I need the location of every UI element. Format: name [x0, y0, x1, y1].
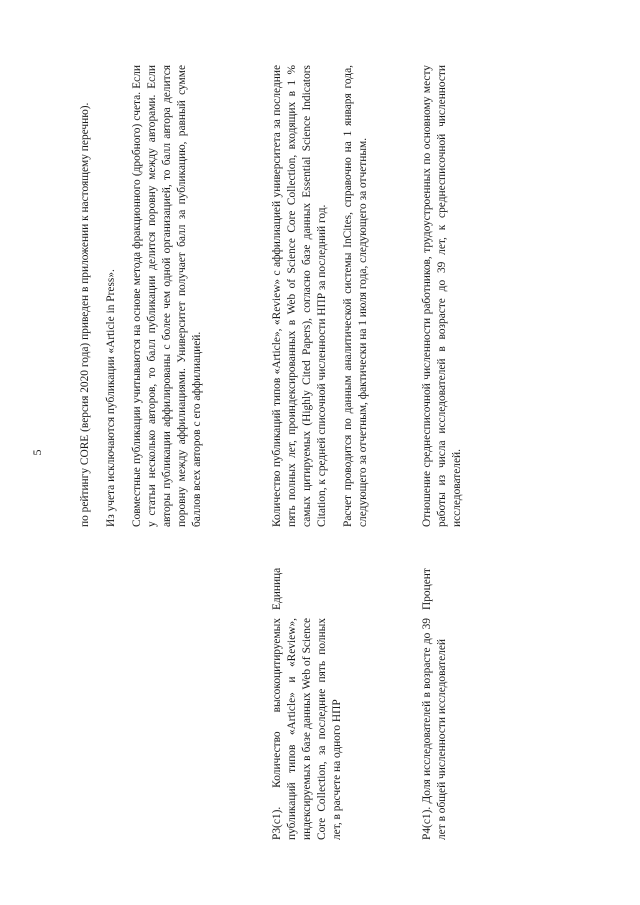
unit-cell	[420, 544, 446, 610]
indicator-cell	[420, 618, 461, 840]
method-paragraph: Расчет проводится по данным аналитической системы InCites, справочно на 1 января года, следующего за отчетным, фактически на 1 июля года, следующего за отчетным.	[342, 65, 370, 527]
indicator-text: Р4(с1). Доля исследователей в возрасте до 39 лет в общей численности исследователей	[421, 618, 449, 840]
method-paragraph: по рейтингу CORE (версия 2020 года) приведен в приложении к настоящему перечню).	[79, 102, 91, 527]
indicator-cell	[270, 618, 356, 840]
method-cell	[420, 65, 476, 527]
method-paragraph: Отношение среднесписочной численности работников, трудоустроенных по основному месту работы из числа исследователей в возрасте до 39 лет, к среднесписочной численности исследователей.	[421, 65, 464, 527]
method-paragraph: Количество публикаций типов «Article», «Review» с аффилиацией университета за последние пять полных лет, проиндексированных в Web of Science Core Collection, входящих в 1 % самых цитируемых (Highly Cited Papers), согласно базе данных Essential Science Indicators Citation, к средней списочной численности НПР за последний год.	[271, 65, 329, 527]
unit-text: Процент	[421, 568, 433, 610]
method-paragraph: Совместные публикации учитываются на основе метода фракционного (дробного) счета. Если у статьи несколько авторов, то балл публикации делится поровну между авторами. Если авторы публикации аффилированы с более чем одной организацией, то балл автора делится поровну между аффилиациями. Университет получает балл за публикацию, равный сумме баллов всех авторов с его аффилиацией.	[131, 65, 204, 527]
indicator-text: Р3(с1). Количество высокоцитируемых публикаций типов «Article» и «Review», индексируемых в базе данных Web of Science Core Collection, за последние пять полных лет, в расчете на одного НПР	[271, 618, 344, 840]
method-cell-continued	[78, 65, 216, 527]
unit-cell	[270, 544, 296, 610]
page-number: 5	[30, 449, 44, 456]
method-cell	[270, 65, 382, 527]
unit-text: Единица	[271, 567, 283, 610]
method-paragraph: Из учета исключаются публикации «Article in Press».	[105, 269, 118, 527]
